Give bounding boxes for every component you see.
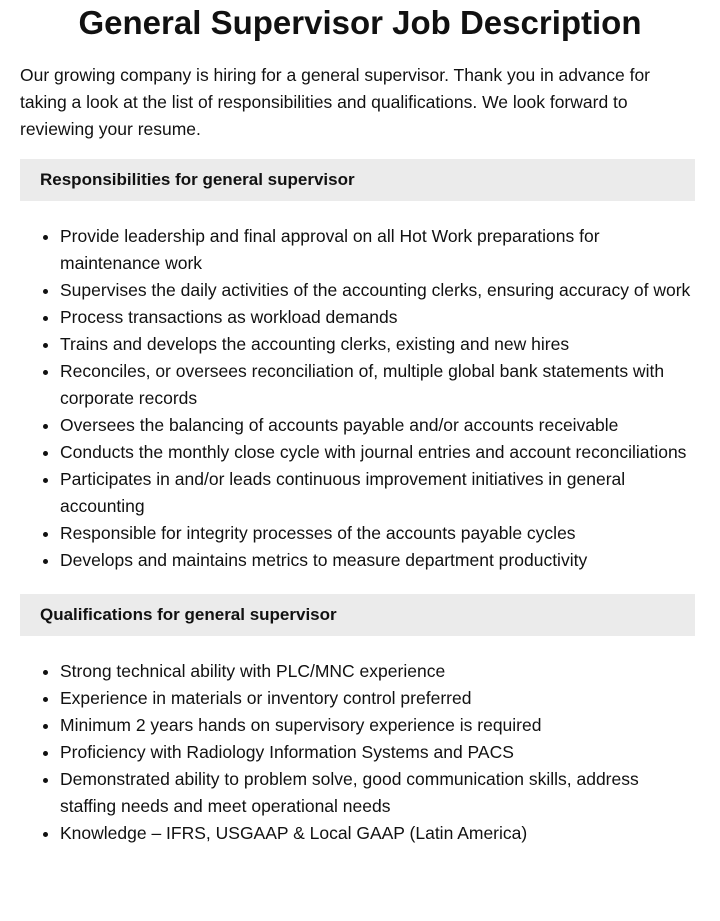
list-item: • Reconciles, or oversees reconciliation of, multiple global bank statements with corporate records [60,358,695,412]
list-item: • Supervises the daily activities of the accounting clerks, ensuring accuracy of work [60,277,695,304]
responsibilities-heading: Responsibilities for general supervisor [20,159,695,201]
list-item: • Process transactions as workload demands [60,304,695,331]
list-item: • Develops and maintains metrics to measure department productivity [60,547,695,574]
list-item: • Experience in materials or inventory control preferred [60,685,695,712]
page-title: General Supervisor Job Description [78,4,642,41]
list-item: • Strong technical ability with PLC/MNC experience [60,658,695,685]
list-item: • Conducts the monthly close cycle with journal entries and account reconciliations [60,439,695,466]
intro-text: Our growing company is hiring for a general supervisor. Thank you in advance for taking a look at the list of responsibilities and qualifications. We look forward to reviewing your resume. [20,65,651,139]
list-item: • Provide leadership and final approval on all Hot Work preparations for maintenance work [60,223,695,277]
list-item: • Trains and develops the accounting clerks, existing and new hires [60,331,695,358]
responsibilities-list [20,223,695,574]
qualifications-heading: Qualifications for general supervisor [20,594,695,636]
list-item: • Knowledge – IFRS, USGAAP & Local GAAP (Latin America) [60,820,695,847]
qualifications-list [20,658,695,847]
list-item: • Demonstrated ability to problem solve, good communication skills, address staffing needs and meet operational needs [60,766,695,820]
list-item: • Minimum 2 years hands on supervisory experience is required [60,712,695,739]
list-item: • Participates in and/or leads continuous improvement initiatives in general accounting [60,466,695,520]
list-item: • Proficiency with Radiology Information Systems and PACS [60,739,695,766]
list-item: • Responsible for integrity processes of the accounts payable cycles [60,520,695,547]
list-item: • Oversees the balancing of accounts payable and/or accounts receivable [60,412,695,439]
